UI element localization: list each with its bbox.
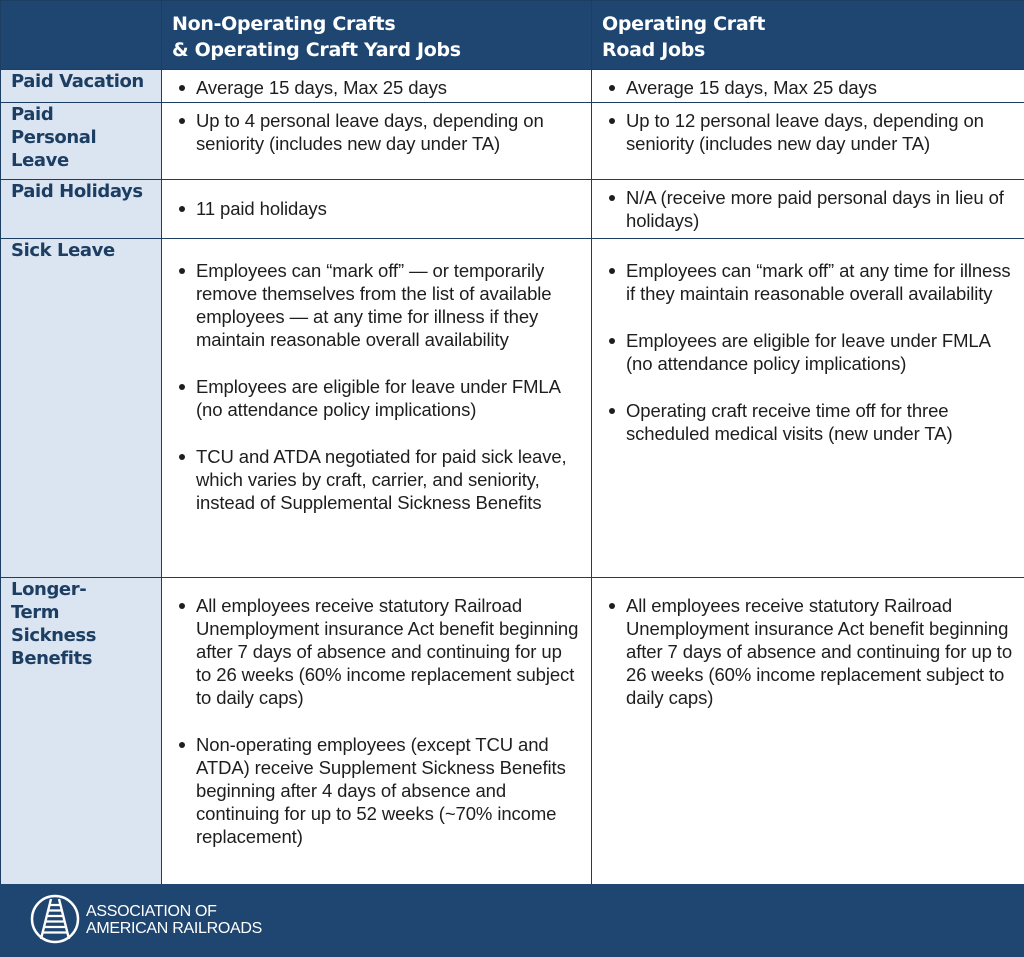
bullet-item: Average 15 days, Max 25 days — [608, 76, 1014, 99]
bullet-list — [592, 578, 1024, 709]
table-row-paid-vacation — [1, 70, 1024, 103]
row-label: Paid Vacation — [11, 71, 144, 92]
non-operating-cell — [162, 70, 592, 103]
bullet-list — [592, 239, 1024, 445]
operating-cell — [592, 239, 1024, 578]
header-non-operating — [162, 1, 592, 70]
row-label: Longer-Term Sickness Benefits — [11, 579, 97, 669]
org-name — [86, 903, 262, 937]
row-label: Sick Leave — [11, 240, 115, 261]
operating-cell — [592, 70, 1024, 103]
railroad-track-icon — [30, 893, 80, 945]
bullet-list — [592, 180, 1024, 232]
bullet-list — [592, 103, 1024, 155]
header-operating-line1: Operating Craft — [602, 13, 766, 35]
org-name-line2: AMERICAN RAILROADS — [86, 920, 262, 937]
operating-cell — [592, 578, 1024, 886]
bullet-item: Non-operating employees (except TCU and ATDA) receive Supplement Sickness Benefits beginning after 4 days of absence and continuing for up to 52 weeks (~70% income replacement) — [178, 733, 581, 848]
bullet-list — [162, 578, 591, 848]
bullet-item: Operating craft receive time off for three scheduled medical visits (new under TA) — [608, 399, 1014, 445]
row-label: Paid Personal Leave — [11, 104, 97, 171]
bullet-item: All employees receive statutory Railroad Unemployment insurance Act benefit beginning after 7 days of absence and continuing for up to 26 weeks (60% income replacement subject to daily caps) — [178, 594, 581, 709]
row-label: Paid Holidays — [11, 181, 143, 202]
table-row-paid-holidays — [1, 180, 1024, 239]
bullet-item: Up to 12 personal leave days, depending on seniority (includes new day under TA) — [608, 109, 1014, 155]
bullet-item: All employees receive statutory Railroad Unemployment insurance Act benefit beginning after 7 days of absence and continuing for up to 26 weeks (60% income replacement subject to daily caps) — [608, 594, 1014, 709]
table-header-row — [1, 1, 1024, 70]
bullet-item: Average 15 days, Max 25 days — [178, 76, 581, 99]
row-label-cell — [1, 103, 162, 180]
header-operating — [592, 1, 1024, 70]
org-name-line1: ASSOCIATION OF — [86, 903, 217, 920]
footer-bar — [0, 884, 1024, 957]
operating-cell — [592, 103, 1024, 180]
header-corner-cell — [1, 1, 162, 70]
bullet-item: Employees can “mark off” at any time for illness if they maintain reasonable overall availability — [608, 259, 1014, 305]
bullet-item: Up to 4 personal leave days, depending on seniority (includes new day under TA) — [178, 109, 581, 155]
bullet-list — [162, 180, 591, 220]
bullet-item: 11 paid holidays — [178, 197, 581, 220]
non-operating-cell — [162, 103, 592, 180]
bullet-item: Employees can “mark off” — or temporarily remove themselves from the list of available employees — at any time for illness if they maintain reasonable overall availability — [178, 259, 581, 351]
bullet-item: Employees are eligible for leave under FMLA (no attendance policy implications) — [178, 375, 581, 421]
bullet-list — [592, 70, 1024, 99]
table-row-longer-term-sickness — [1, 578, 1024, 886]
table-row-sick-leave — [1, 239, 1024, 578]
bullet-list — [162, 70, 591, 99]
row-label-cell — [1, 180, 162, 239]
header-operating-line2: Road Jobs — [602, 39, 706, 61]
row-label-cell — [1, 239, 162, 578]
operating-cell — [592, 180, 1024, 239]
header-non-operating-line2: & Operating Craft Yard Jobs — [172, 39, 461, 61]
row-label-cell — [1, 578, 162, 886]
header-non-operating-line1: Non-Operating Crafts — [172, 13, 396, 35]
bullet-list — [162, 103, 591, 155]
non-operating-cell — [162, 239, 592, 578]
table-row-paid-personal-leave — [1, 103, 1024, 180]
bullet-list — [162, 239, 591, 514]
bullet-item: Employees are eligible for leave under FMLA (no attendance policy implications) — [608, 329, 1014, 375]
bullet-item: TCU and ATDA negotiated for paid sick leave, which varies by craft, carrier, and seniority, instead of Supplemental Sickness Benefits — [178, 445, 581, 514]
row-label-cell — [1, 70, 162, 103]
bullet-item: N/A (receive more paid personal days in lieu of holidays) — [608, 186, 1014, 232]
non-operating-cell — [162, 180, 592, 239]
non-operating-cell — [162, 578, 592, 886]
